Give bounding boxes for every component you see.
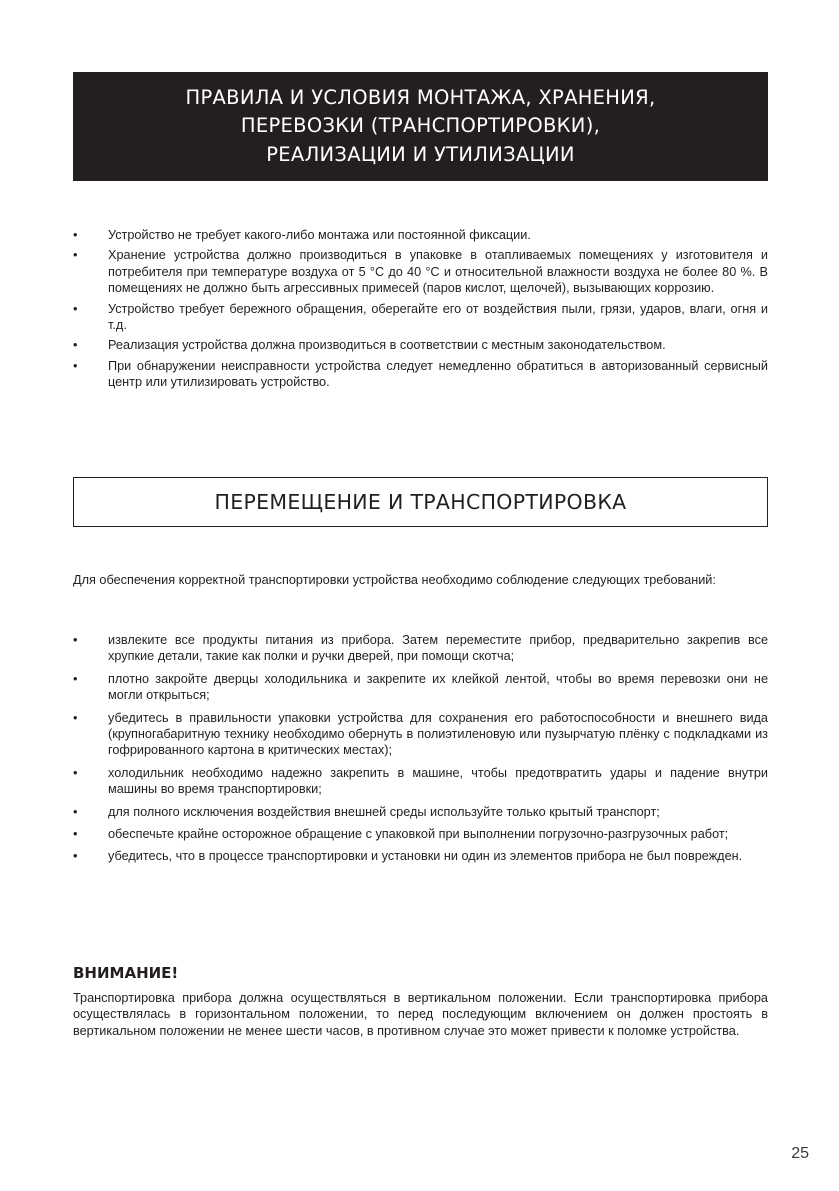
bullet: • [73,671,78,686]
section-title-banner [73,72,768,181]
bullet: • [73,301,78,316]
bullet: • [73,358,78,373]
list-item-text: Реализация устройства должна производиться в соответствии с местным законодательством. [108,338,666,353]
list-item [73,765,768,798]
list-item [73,826,768,842]
list-item [73,710,768,759]
list-item-text: Устройство не требует какого-либо монтажа или постоянной фиксации. [108,228,531,242]
bullet: • [73,228,78,242]
list-item-text: убедитесь в правильности упаковки устройства для сохранения его работоспособности и внешнего вида (крупногабаритную технику необходимо обернуть в полиэтиленовую или пузырчатую плёнку с подкладками из гофрированного картона в критических местах); [108,710,768,758]
list-item [73,337,768,353]
rules-list [73,227,768,395]
list-item-text: плотно закройте дверцы холодильника и закрепите их клейкой лентой, чтобы во время перевозки они не могли открыться; [108,671,768,703]
list-item-text: холодильник необходимо надежно закрепить в машине, чтобы предотвратить удары и падение внутри машины во время транспортировки; [108,765,768,797]
bullet: • [73,633,78,647]
list-item-text: обеспечьте крайне осторожное обращение с упаковкой при выполнении погрузочно-разгрузочных работ; [108,827,729,842]
list-item [73,632,768,665]
section-title-line: ПРАВИЛА И УСЛОВИЯ МОНТАЖА, ХРАНЕНИЯ, [185,85,656,109]
bullet: • [73,827,78,842]
list-item-text: При обнаружении неисправности устройства следует немедленно обратиться в авторизованный сервисный центр или утилизировать устройство. [108,358,768,390]
section-title-line: ПЕРЕВОЗКИ (ТРАНСПОРТИРОВКИ), [240,114,601,138]
bullet: • [73,765,78,780]
page-number: 25 [791,1145,809,1162]
list-item [73,358,768,391]
list-item [73,671,768,704]
transport-section-title: ПЕРЕМЕЩЕНИЕ И ТРАНСПОРТИРОВКА [73,477,768,527]
warning-title: ВНИМАНИЕ! [73,964,179,982]
list-item [73,301,768,334]
list-item [73,804,768,820]
bullet: • [73,849,78,864]
list-item-text: Хранение устройства должно производиться в упаковке в отапливаемых помещениях у изготовителя и потребителя при температуре воздуха от 5 °С до 40 °С и относительной влажности воздуха не более 80 %. В помещениях не должно быть агрессивных примесей (паров кислот, щелочей), вызывающих коррозию. [108,248,768,296]
list-item-text: извлеките все продукты питания из прибора. Затем переместите прибор, предварительно закрепив все хрупкие детали, такие как полки и ручки дверей, при помощи скотча; [108,633,768,664]
bullet: • [73,248,78,263]
list-item [73,227,768,243]
warning-text: Транспортировка прибора должна осуществляться в вертикальном положении. Если транспортировка прибора осуществлялась в горизонтальном положении, то перед последующим включением он должен простоять в вертикальном положении не менее шести часов, в противном случае это может привести к поломке устройства. [73,991,768,1038]
bullet: • [73,804,78,819]
list-item-text: Устройство требует бережного обращения, оберегайте его от воздействия пыли, грязи, ударов, влаги, огня и т.д. [108,301,768,333]
list-item-text: для полного исключения воздействия внешней среды используйте только крытый транспорт; [108,804,660,819]
section-title-line: РЕАЛИЗАЦИИ И УТИЛИЗАЦИИ [266,142,575,166]
bullet: • [73,338,78,353]
list-item [73,848,768,864]
list-item [73,247,768,296]
bullet: • [73,710,78,725]
list-item-text: убедитесь, что в процессе транспортировки и установки ни один из элементов прибора не был поврежден. [108,849,743,864]
transport-intro: Для обеспечения корректной транспортировки устройства необходимо соблюдение следующих требований: [73,573,716,587]
transport-list [73,632,768,871]
